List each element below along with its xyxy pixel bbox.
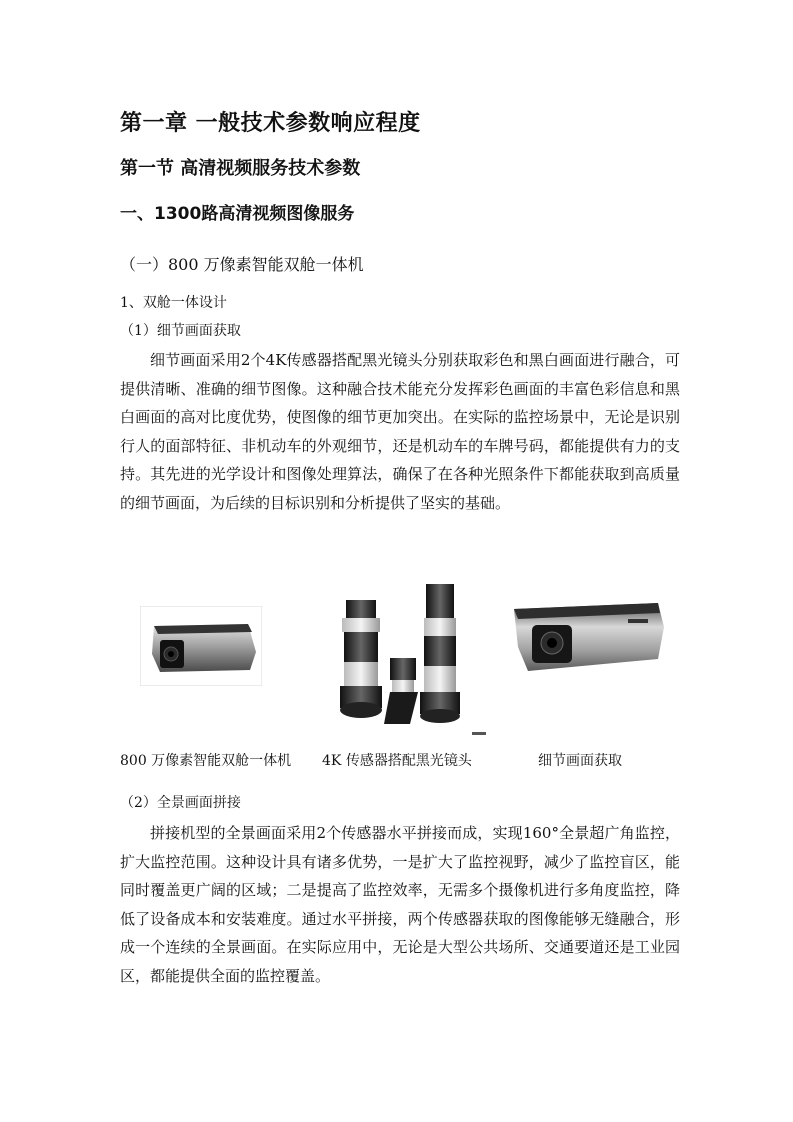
caption-camera: 800 万像素智能双舱一体机 (120, 753, 292, 769)
camera-image-1 (140, 606, 262, 686)
lens-image (318, 578, 490, 740)
section-title: 第一节 高清视频服务技术参数 (120, 158, 361, 179)
paragraph-panorama: 拼接机型的全景画面采用2个传感器水平拼接而成，实现160°全景超广角监控，扩大监控范围。这种设计具有诸多优势，一是扩大了监控视野，减少了监控盲区，能同时覆盖更广阔的区域；二是提高了监控效率，无需多个摄像机进行多角度监控，降低了设备成本和安装难度。通过水平拼接，两个传感器获取的图像能够无缝融合，形成一个连续的全景画面。在实际应用中，无论是大型公共场所、交通要道还是工业园区，都能提供全面的监控覆盖。 (120, 824, 680, 985)
point-heading: 1、双舱一体设计 (120, 295, 227, 311)
subpoint-heading-2: （2）全景画面拼接 (120, 795, 241, 811)
camera-image-2 (508, 597, 668, 677)
paragraph-detail: 细节画面采用2个4K传感器搭配黑光镜头分别获取彩色和黑白画面进行融合，可提供清晰、准确的细节图像。这种融合技术能充分发挥彩色画面的丰富色彩信息和黑白画面的高对比度优势，使图像的细节更加突出。在实际的监控场景中，无论是识别行人的面部特征、非机动车的外观细节，还是机动车的车牌号码，都能提供有力的支持。其先进的光学设计和图像处理算法，确保了在各种光照条件下都能获取到高质量的细节画面，为后续的目标识别和分析提供了坚实的基础。 (120, 351, 680, 512)
item-title: （一）800 万像素智能双舱一体机 (120, 255, 364, 274)
caption-lens: 4K 传感器搭配黑光镜头 (322, 753, 472, 769)
subpoint-heading-1: （1）细节画面获取 (120, 323, 241, 339)
subsection-title: 一、1300路高清视频图像服务 (120, 204, 355, 224)
caption-detail: 细节画面获取 (538, 753, 622, 769)
chapter-title: 第一章 一般技术参数响应程度 (120, 111, 421, 136)
